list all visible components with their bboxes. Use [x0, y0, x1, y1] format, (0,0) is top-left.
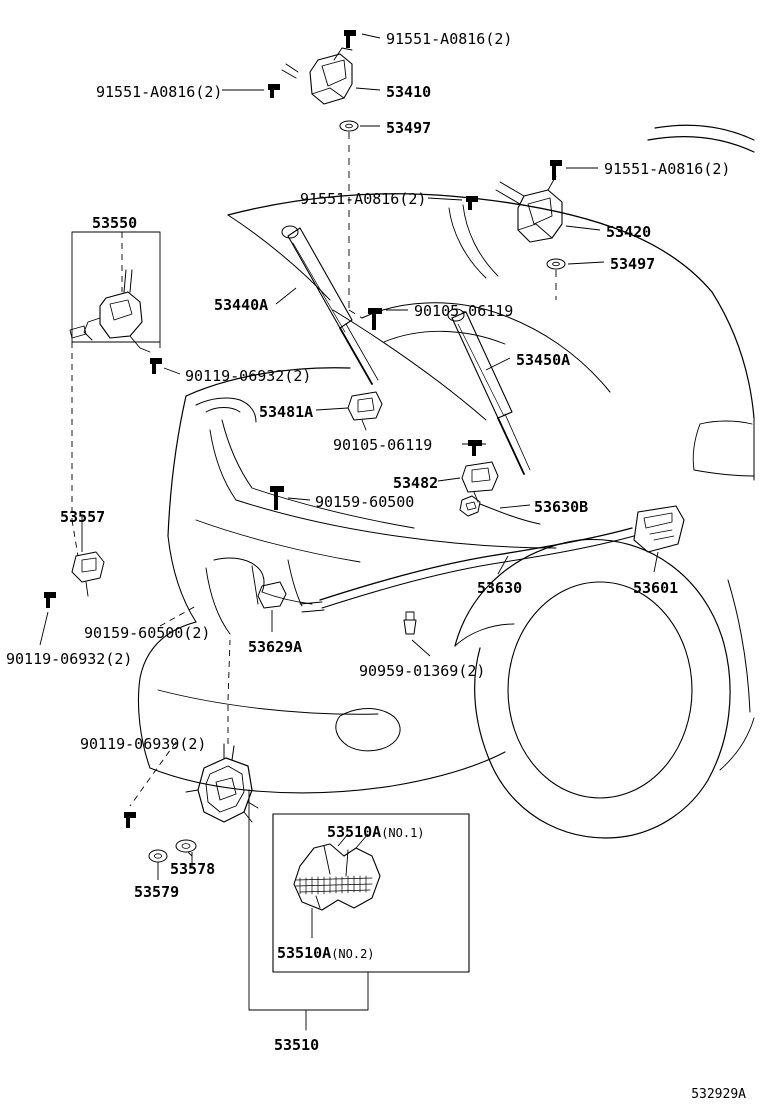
- part-label: 91551-A0816(2): [604, 160, 731, 178]
- part-label: 90119-06932(2): [185, 367, 312, 385]
- part-label: 90119-06932(2): [6, 650, 133, 668]
- part-label: 53557: [60, 508, 106, 526]
- part-label: 53629A: [248, 638, 303, 656]
- inset-label-no1: [327, 824, 425, 841]
- part-label: 90159-60500: [315, 493, 415, 511]
- part-label: 53601: [633, 579, 679, 597]
- part-label: 53578: [170, 860, 216, 878]
- part-label: 53482: [393, 474, 439, 492]
- part-label: 91551-A0816(2): [300, 190, 427, 208]
- part-label: 53550: [92, 214, 138, 232]
- part-label: 53450A: [516, 351, 571, 369]
- part-label: 53410: [386, 83, 432, 101]
- part-label: 91551-A0816(2): [386, 30, 513, 48]
- part-label: 90159-60500(2): [84, 624, 211, 642]
- part-label: 90105-06119: [333, 436, 433, 454]
- part-label: 53481A: [259, 403, 314, 421]
- part-label: 53440A: [214, 296, 269, 314]
- part-label: 53630B: [534, 498, 589, 516]
- part-label: 53420: [606, 223, 652, 241]
- inset-note: (NO.1): [381, 826, 425, 840]
- diagram-code: 532929A: [691, 1087, 746, 1102]
- part-label: 90119-06939(2): [80, 735, 207, 753]
- part-label: 53497: [610, 255, 656, 273]
- part-label: 90959-01369(2): [359, 662, 486, 680]
- part-label: 53497: [386, 119, 432, 137]
- part-label: 90105-06119: [414, 302, 514, 320]
- inset-label-no2: [277, 945, 375, 962]
- inset-code: 53510A: [327, 823, 382, 841]
- part-label: 91551-A0816(2): [96, 83, 223, 101]
- inset-note: (NO.2): [331, 947, 375, 961]
- part-label: 53630: [477, 579, 523, 597]
- part-label: 53579: [134, 883, 180, 901]
- inset-code: 53510A: [277, 944, 332, 962]
- part-label: 53510: [274, 1036, 320, 1054]
